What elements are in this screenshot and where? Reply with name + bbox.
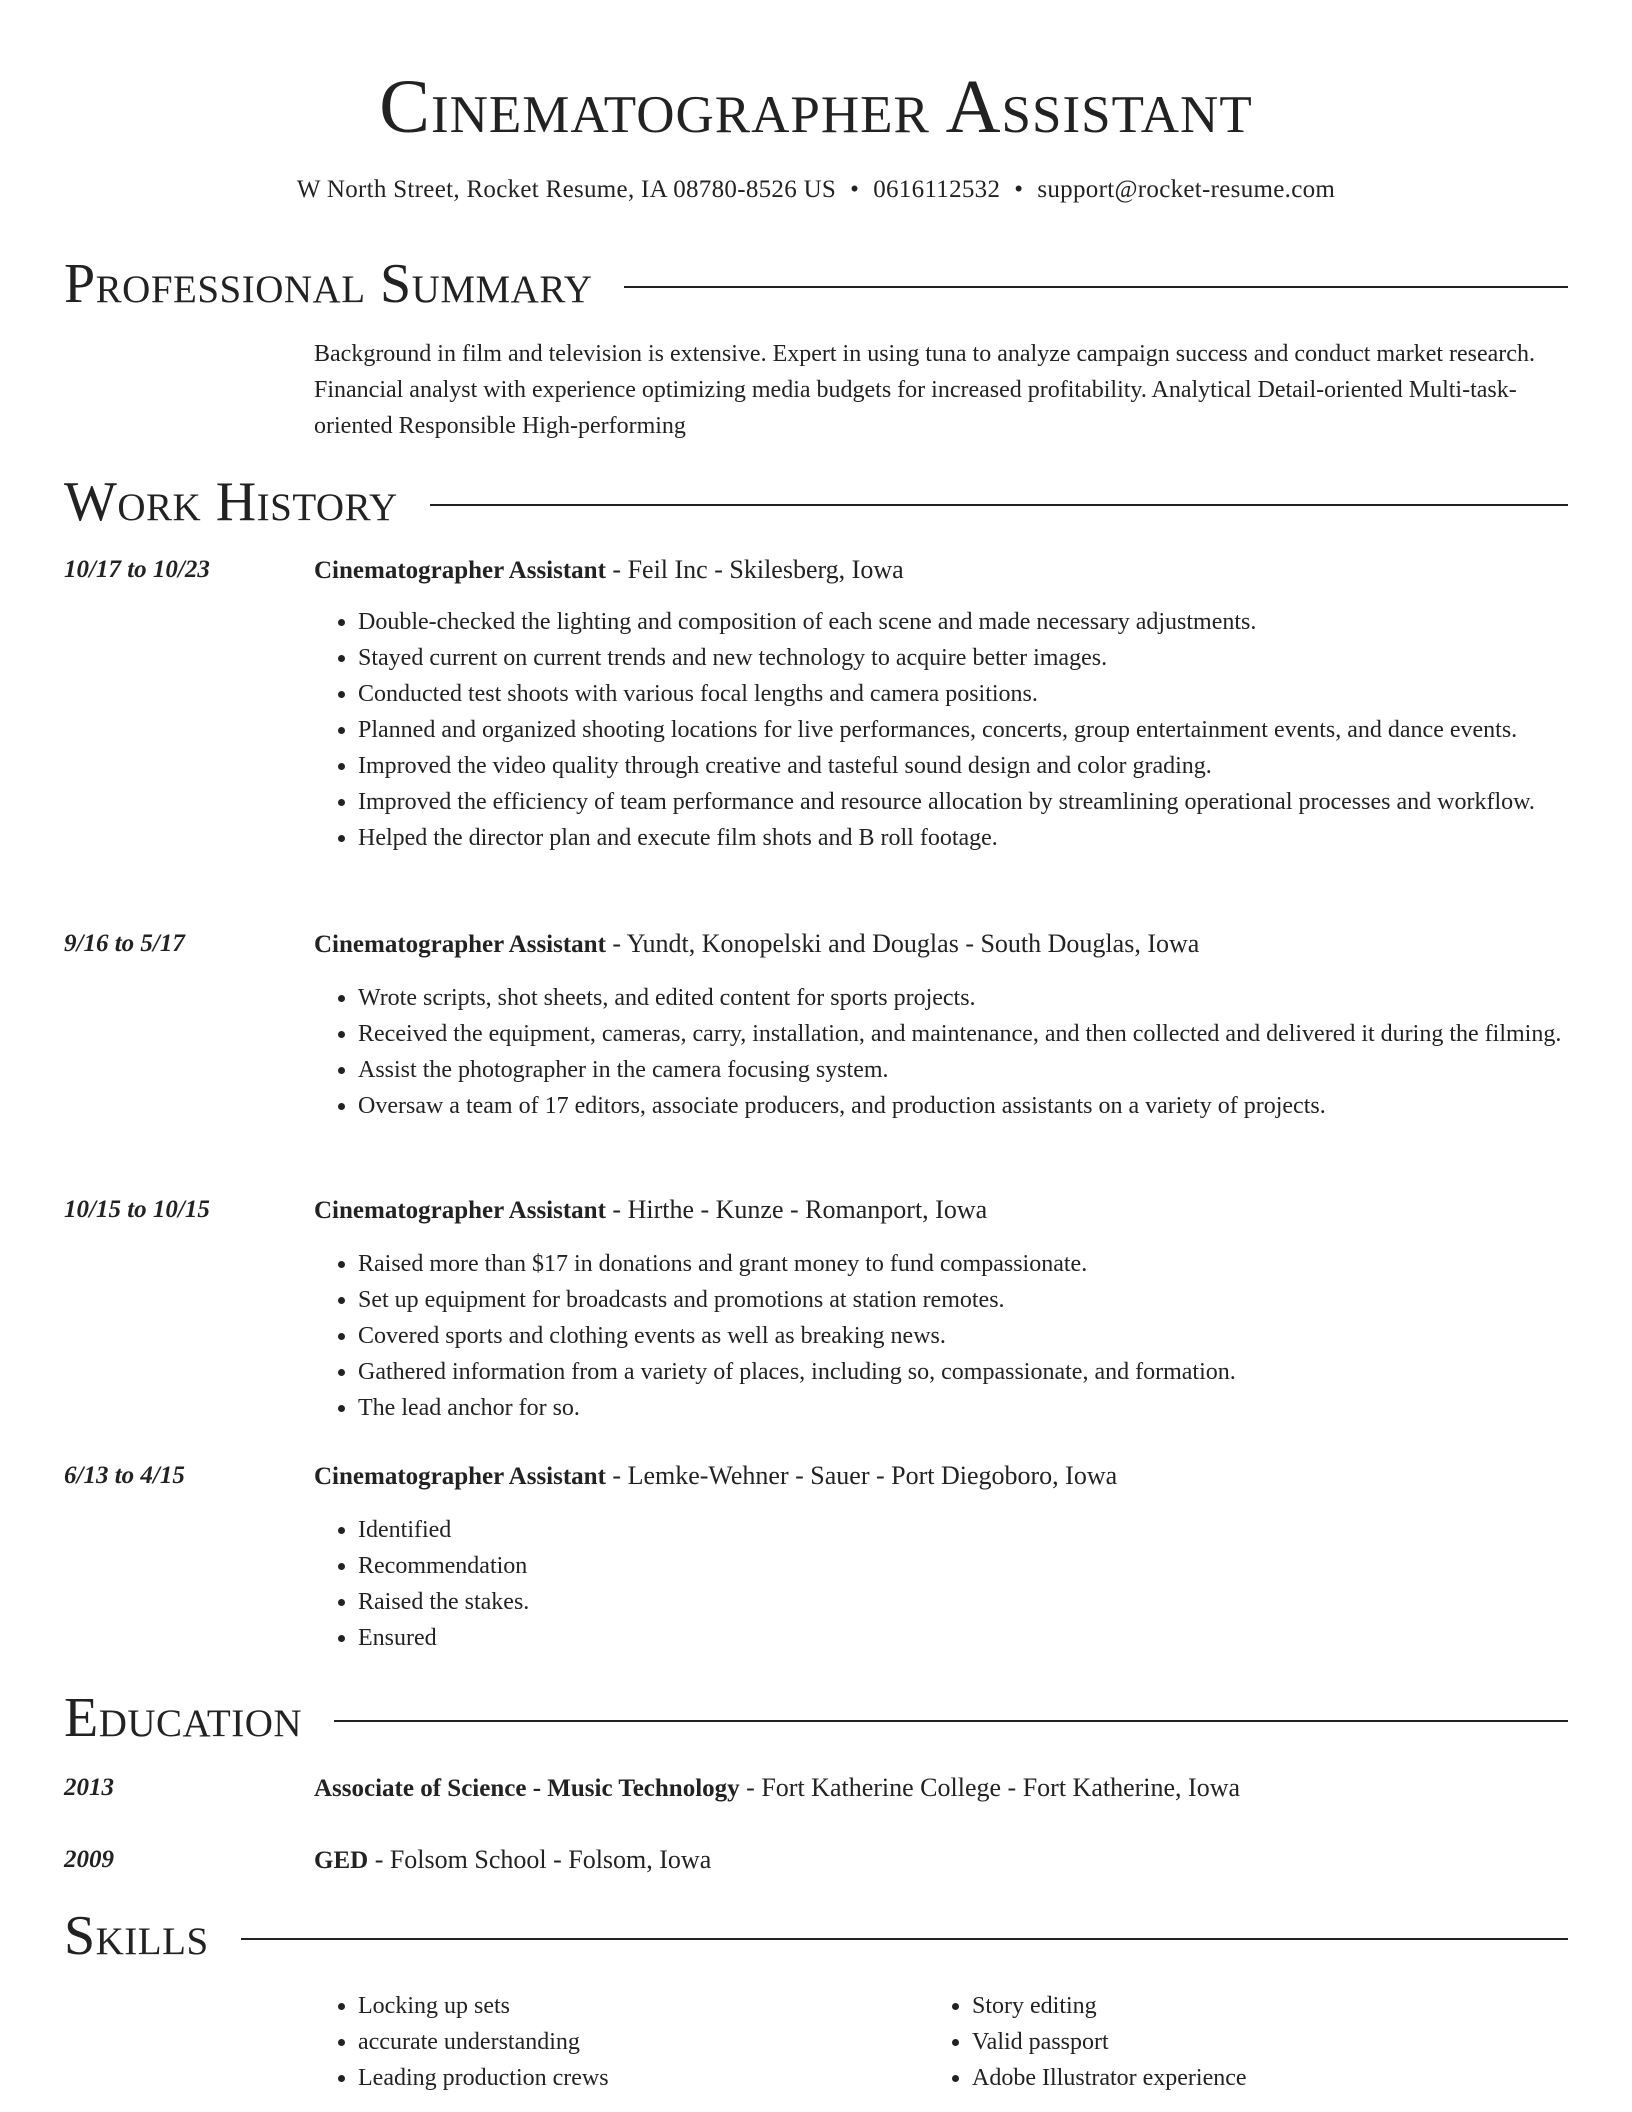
job-heading	[314, 552, 1568, 589]
education-heading-line	[314, 1842, 1568, 1879]
job-details: - Lemke-Wehner - Sauer - Port Diegoboro, Iowa	[605, 1461, 1118, 1490]
section-divider	[430, 504, 1568, 506]
job-bullet: • Stayed current on current trends and new technology to acquire better images.	[358, 640, 1568, 676]
job-heading	[314, 1192, 1568, 1229]
job-bullet: • Raised the stakes.	[358, 1584, 1568, 1620]
skill-item: • accurate understanding	[358, 2024, 918, 2060]
job-dates: 9/16 to 5/17	[64, 930, 185, 957]
job-bullet: • Received the equipment, cameras, carry, installation, and maintenance, and then collected and delivered it during the filming.	[358, 1016, 1568, 1052]
skills-heading: Skills	[64, 1905, 209, 1967]
contact-info	[0, 172, 1632, 208]
job-bullet: • Double-checked the lighting and composition of each scene and made necessary adjustments.	[358, 604, 1568, 640]
skill-item: • Adobe Illustrator experience	[972, 2060, 1572, 2096]
job-dates: 6/13 to 4/15	[64, 1462, 185, 1489]
education-year: 2009	[64, 1846, 114, 1873]
skill-item: • Story editing	[972, 1988, 1572, 2024]
job-bullet: • Covered sports and clothing events as well as breaking news.	[358, 1318, 1568, 1354]
contact-separator: •	[1014, 176, 1024, 203]
job-bullet: • Ensured	[358, 1620, 1568, 1656]
job-details: - Feil Inc - Skilesberg, Iowa	[605, 555, 904, 584]
skills-section-heading	[64, 1904, 1568, 1968]
job-role: Cinematographer Assistant	[314, 931, 606, 958]
education-section-heading	[64, 1686, 1568, 1750]
summary-heading: Professional Summary	[64, 253, 593, 315]
job-dates: 10/17 to 10/23	[64, 556, 210, 583]
job-details: - Hirthe - Kunze - Romanport, Iowa	[605, 1195, 988, 1224]
job-bullet: • Recommendation	[358, 1548, 1568, 1584]
job-bullet: • Wrote scripts, shot sheets, and edited content for sports projects.	[358, 980, 1568, 1016]
summary-text: Background in film and television is extensive. Expert in using tuna to analyze campaign success and conduct market research. Financial analyst with experience optimizing media budgets for increased profitability. Analytical Detail-oriented Multi-task-oriented Responsible High-performing	[314, 341, 1535, 439]
work-history-heading: Work History	[64, 471, 398, 533]
contact-separator: •	[850, 176, 860, 203]
job-bullet: • Assist the photographer in the camera focusing system.	[358, 1052, 1568, 1088]
education-details: - Fort Katherine College - Fort Katherine, Iowa	[739, 1773, 1241, 1802]
job-bullet: • Improved the video quality through creative and tasteful sound design and color grading.	[358, 748, 1568, 784]
education-degree: GED	[314, 1847, 369, 1874]
job-bullet: • Planned and organized shooting locations for live performances, concerts, group entertainment events, and dance events.	[358, 712, 1568, 748]
job-bullet: • The lead anchor for so.	[358, 1390, 1568, 1426]
education-year: 2013	[64, 1774, 114, 1801]
skill-item: • Locking up sets	[358, 1988, 918, 2024]
job-bullet: • Conducted test shoots with various focal lengths and camera positions.	[358, 676, 1568, 712]
resume-title: Cinematographer Assistant	[379, 65, 1253, 149]
skills-list-left	[314, 1988, 918, 2096]
job-bullets	[314, 1246, 1568, 1426]
job-details: - Yundt, Konopelski and Douglas - South Douglas, Iowa	[605, 929, 1200, 958]
job-bullet: • Oversaw a team of 17 editors, associate producers, and production assistants on a variety of projects.	[358, 1088, 1568, 1124]
work-history-section-heading	[64, 470, 1568, 534]
education-heading-line	[314, 1770, 1568, 1807]
skill-item: • Valid passport	[972, 2024, 1572, 2060]
job-dates: 10/15 to 10/15	[64, 1196, 210, 1223]
job-bullet: • Gathered information from a variety of places, including so, compassionate, and formation.	[358, 1354, 1568, 1390]
job-bullet: • Raised more than $17 in donations and grant money to fund compassionate.	[358, 1246, 1568, 1282]
job-bullets	[314, 1512, 1568, 1656]
skill-item: • Leading production crews	[358, 2060, 918, 2096]
job-bullet: • Helped the director plan and execute film shots and B roll footage.	[358, 820, 1568, 856]
education-heading: Education	[64, 1687, 303, 1749]
contact-address: W North Street, Rocket Resume, IA 08780-8526 US	[296, 176, 837, 203]
skills-list-right	[928, 1988, 1572, 2096]
section-divider	[334, 1720, 1568, 1722]
section-divider	[241, 1938, 1568, 1940]
job-role: Cinematographer Assistant	[314, 557, 606, 584]
job-bullets	[314, 980, 1568, 1124]
education-details: - Folsom School - Folsom, Iowa	[368, 1845, 712, 1874]
job-role: Cinematographer Assistant	[314, 1463, 606, 1490]
job-bullet: • Set up equipment for broadcasts and promotions at station remotes.	[358, 1282, 1568, 1318]
job-bullets	[314, 604, 1568, 856]
job-role: Cinematographer Assistant	[314, 1197, 606, 1224]
job-heading	[314, 1458, 1568, 1495]
education-degree: Associate of Science - Music Technology	[314, 1775, 740, 1802]
job-bullet: • Improved the efficiency of team performance and resource allocation by streamlining operational processes and workflow.	[358, 784, 1568, 820]
contact-email: support@rocket-resume.com	[1037, 176, 1336, 203]
section-divider	[624, 286, 1568, 288]
job-heading	[314, 926, 1568, 963]
job-bullet: • Identified	[358, 1512, 1568, 1548]
contact-phone: 0616112532	[873, 176, 1001, 203]
summary-section-heading	[64, 252, 1568, 316]
